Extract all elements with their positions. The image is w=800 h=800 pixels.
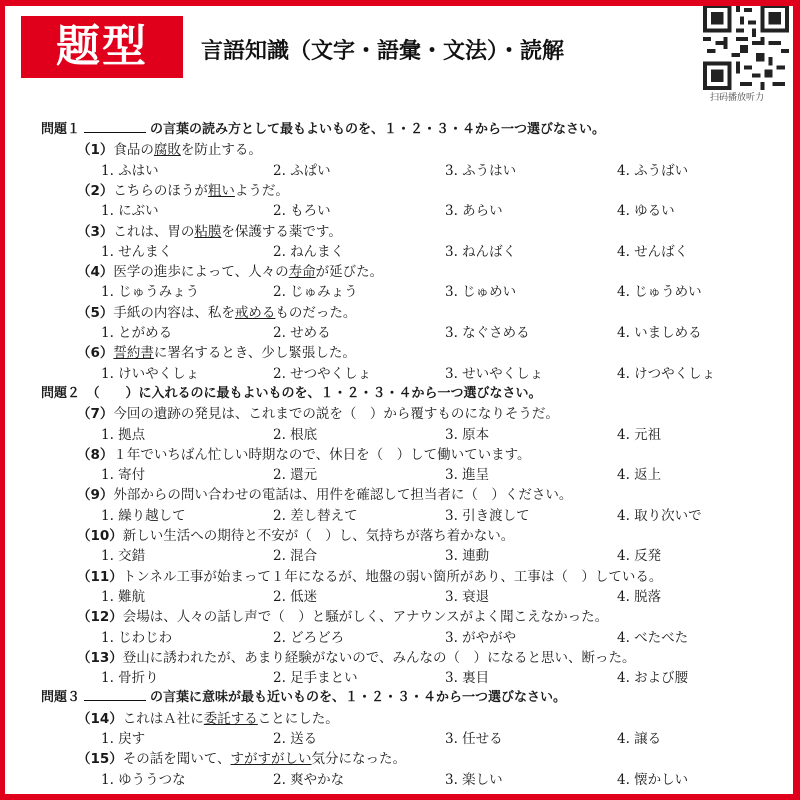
underlined-term: 委託する	[203, 710, 258, 727]
answer-option[interactable]: 4. ゆるい	[617, 203, 675, 220]
section-instruction: の言葉に意味が最も近いものを、１・２・３・４から一つ選びなさい。	[150, 690, 567, 706]
question-text	[77, 524, 514, 544]
answer-option[interactable]: 2. 低迷	[273, 588, 318, 605]
question-stem-end: ものだった。	[275, 304, 357, 321]
page-title: 言語知識（文字・語彙・文法）・読解	[201, 39, 565, 64]
question-number: （3）	[77, 223, 114, 240]
answer-option[interactable]: 4. 返上	[617, 467, 662, 484]
answer-option[interactable]: 2. 混合	[273, 548, 318, 565]
answer-option[interactable]: 3. なぐさめる	[445, 325, 530, 341]
question-text	[77, 341, 356, 361]
question-text	[77, 220, 342, 240]
answer-option[interactable]: 2. ねんまく	[273, 243, 345, 260]
question-stem: １年でいちばん忙しい時期なので、休日を（ ）して働いています。	[113, 446, 531, 463]
answer-option[interactable]: 3. 任せる	[445, 731, 503, 747]
answer-option[interactable]: 4. ふうばい	[617, 162, 689, 179]
answer-option[interactable]: 3. ふうはい	[445, 162, 517, 179]
answer-option[interactable]: 1. ゆううつな	[101, 771, 186, 788]
answer-option[interactable]: 4. 懐かしい	[617, 771, 689, 788]
answer-option[interactable]: 2. 根底	[273, 426, 318, 443]
exam-page	[5, 6, 793, 794]
answer-option[interactable]: 4. せんばく	[617, 243, 689, 260]
answer-option[interactable]: 3. 連動	[445, 548, 490, 565]
answer-option[interactable]: 4. 元祖	[617, 426, 662, 443]
answer-option[interactable]: 4. および腰	[617, 670, 689, 687]
section-heading	[41, 382, 542, 401]
answer-option[interactable]: 4. 取り次いで	[617, 507, 702, 524]
answer-option[interactable]: 1. 交錯	[101, 548, 146, 565]
question-number: （11）	[77, 568, 123, 585]
question-number: （2）	[77, 182, 114, 199]
answer-option[interactable]: 1. 難航	[101, 588, 146, 605]
section-instruction: の言葉の読み方として最もよいものを、１・２・３・４から一つ選びなさい。	[150, 122, 606, 137]
answer-option[interactable]: 3. あらい	[445, 203, 503, 220]
underlined-term: すがすがしい	[230, 751, 312, 768]
question-stem: 手紙の内容は、私を	[113, 304, 235, 321]
question-text	[77, 483, 572, 503]
question-stem-end: 気分になった。	[311, 751, 407, 768]
question-number: （14）	[77, 710, 123, 727]
answer-option[interactable]: 1. ふはい	[101, 162, 159, 179]
answer-option[interactable]: 2. じゅみょう	[273, 284, 358, 301]
answer-option[interactable]: 3. ねんばく	[445, 243, 517, 260]
answer-option[interactable]: 4. いましめる	[617, 325, 702, 341]
answer-option[interactable]: 1. 戻す	[101, 731, 146, 747]
qr-code-icon[interactable]	[703, 6, 789, 90]
section-instruction: （ ）に入れるのに最もよいものを、１・２・３・４から一つ選びなさい。	[93, 385, 542, 401]
question-number: （1）	[77, 142, 114, 159]
answer-option[interactable]: 2. 爽やかな	[273, 771, 345, 788]
underlined-term: 誓約書	[113, 345, 154, 362]
question-number: （12）	[77, 609, 123, 626]
underlined-term: 腐敗	[153, 142, 181, 159]
question-number: （4）	[77, 264, 114, 281]
answer-option[interactable]: 1. けいやくしょ	[101, 365, 200, 382]
answer-option[interactable]: 1. にぶい	[101, 203, 159, 220]
answer-option[interactable]: 1. じゅうみょう	[101, 284, 200, 301]
question-stem-end: を防止する。	[180, 142, 262, 159]
answer-option[interactable]: 2. 還元	[273, 467, 318, 484]
question-stem: これは、胃の	[113, 223, 195, 240]
question-stem: 食品の	[113, 142, 154, 159]
answer-option[interactable]: 2. 足手まとい	[273, 670, 358, 687]
question-number: （10）	[77, 528, 123, 544]
question-stem-end: ようだ。	[234, 182, 289, 199]
question-stem-end: ことにした。	[257, 710, 339, 727]
answer-option[interactable]: 2. どろどろ	[273, 629, 345, 646]
question-text	[77, 179, 289, 199]
answer-option[interactable]: 3. 楽しい	[445, 771, 503, 788]
question-text	[77, 138, 262, 158]
answer-option[interactable]: 4. 脱落	[617, 588, 662, 605]
section-heading	[41, 118, 605, 137]
answer-option[interactable]: 1. 寄付	[101, 467, 146, 484]
question-number: （13）	[77, 649, 123, 666]
answer-option[interactable]: 3. 進呈	[445, 467, 490, 484]
question-stem-end: に署名するとき、少し緊張した。	[153, 345, 356, 362]
answer-option[interactable]: 1. 拠点	[101, 426, 146, 443]
section-heading	[41, 686, 566, 705]
question-stem: 登山に誘われたが、あまり経験がないので、みんなの（ ）になると思い、断った。	[122, 649, 636, 666]
answer-option[interactable]: 4. 譲る	[617, 731, 662, 747]
question-text	[77, 707, 339, 727]
underlined-term: 粘膜	[194, 223, 222, 240]
question-stem: トンネル工事が始まって１年になるが、地盤の弱い箇所があり、工事は（ ）している。	[122, 568, 663, 585]
question-text	[77, 402, 559, 422]
answer-blank	[84, 120, 146, 133]
answer-option[interactable]: 2. せつやくしょ	[273, 365, 372, 382]
question-stem: 外部からの問い合わせの電話は、用件を確認して担当者に（ ）ください。	[113, 487, 573, 504]
question-stem: 会場は、人々の話し声で（ ）と騒がしく、アナウンスがよく聞こえなかった。	[122, 609, 609, 626]
question-number: （7）	[77, 406, 114, 423]
question-stem: 医学の進歩によって、人々の	[113, 264, 289, 281]
question-stem-end: が延びた。	[315, 264, 384, 281]
answer-option[interactable]: 3. 原本	[445, 426, 490, 443]
underlined-term: 寿命	[288, 264, 316, 281]
question-number: （8）	[77, 446, 114, 463]
answer-option[interactable]: 4. 反発	[617, 548, 662, 565]
answer-option[interactable]: 4. じゅうめい	[617, 284, 702, 301]
answer-option[interactable]: 2. ふぱい	[273, 162, 331, 179]
question-number: （9）	[77, 487, 114, 504]
section-label: 問題３	[41, 690, 81, 706]
answer-option[interactable]: 1. せんまく	[101, 243, 173, 260]
answer-option[interactable]: 3. がやがや	[445, 629, 517, 646]
question-stem: 今回の遺跡の発見は、これまでの説を（ ）から覆すものになりそうだ。	[113, 406, 559, 423]
answer-option[interactable]: 3. 引き渡して	[445, 507, 530, 524]
answer-option[interactable]: 2. 送る	[273, 731, 318, 747]
question-text	[77, 646, 636, 666]
question-type-badge: 题型	[21, 16, 183, 78]
question-stem: その話を聞いて、	[122, 751, 231, 768]
answer-blank	[84, 688, 146, 701]
answer-option[interactable]: 1. じわじわ	[101, 629, 173, 646]
answer-option[interactable]: 2. もろい	[273, 203, 331, 220]
answer-option[interactable]: 3. 衰退	[445, 588, 490, 605]
question-text	[77, 605, 608, 625]
answer-option[interactable]: 4. べたべた	[617, 629, 689, 646]
question-stem-end: を保護する薬です。	[221, 223, 342, 240]
question-text	[77, 747, 406, 767]
question-text	[77, 301, 356, 321]
question-number: （15）	[77, 751, 123, 768]
answer-option[interactable]: 2. せめる	[273, 325, 331, 341]
question-text	[77, 565, 662, 585]
answer-option[interactable]: 2. 差し替えて	[273, 507, 358, 524]
answer-option[interactable]: 1. 繰り越して	[101, 507, 186, 524]
question-stem: これはＡ社に	[122, 710, 204, 727]
section-label: 問題１	[41, 122, 81, 137]
underlined-term: 粗い	[207, 182, 235, 199]
answer-option[interactable]: 3. 裏目	[445, 670, 490, 687]
section-label: 問題２	[41, 385, 81, 401]
question-number: （6）	[77, 345, 114, 362]
question-number: （5）	[77, 304, 114, 321]
underlined-term: 戒める	[234, 304, 276, 321]
answer-option[interactable]: 4. けつやくしょ	[617, 365, 716, 382]
answer-option[interactable]: 1. とがめる	[101, 325, 173, 341]
question-stem: こちらのほうが	[113, 182, 208, 199]
answer-option[interactable]: 1. 骨折り	[101, 670, 159, 687]
question-stem: 新しい生活への期待と不安が（ ）し、気持ちが落ち着かない。	[122, 528, 515, 544]
answer-option[interactable]: 3. せいやくしょ	[445, 365, 544, 382]
question-text	[77, 260, 383, 280]
answer-option[interactable]: 3. じゅめい	[445, 284, 517, 301]
question-text	[77, 443, 531, 463]
qr-caption: 扫码播放听力	[710, 93, 765, 103]
